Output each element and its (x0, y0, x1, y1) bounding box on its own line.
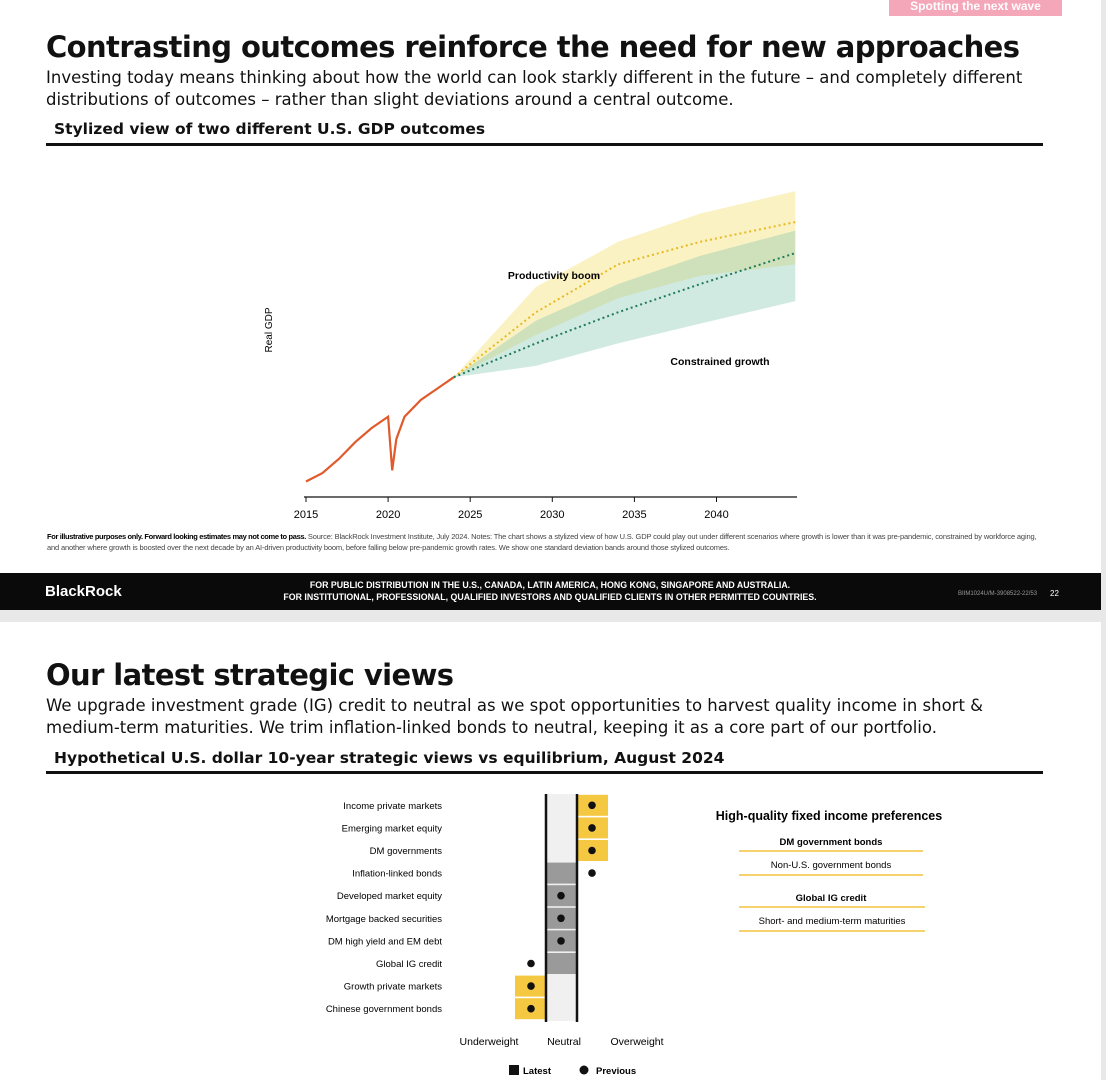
subtitle-line: Investing today means thinking about how the world can look starkly different in the future – and completely different (46, 68, 1023, 87)
previous-view-marker (527, 982, 535, 990)
document-code: BIIM1024U/M-3908522-22/53 (958, 591, 1038, 597)
category-label: DM high yield and EM debt (327, 936, 442, 948)
subtitle-line: medium-term maturities. We trim inflation-linked bonds to neutral, keeping it as a core part of our portfolio. (46, 718, 937, 737)
distribution-line: FOR INSTITUTIONAL, PROFESSIONAL, QUALIFIED INVESTORS AND QUALIFIED CLIENTS IN OTHER PERMITTED COUNTRIES. (283, 592, 817, 602)
legend-latest-label: Latest (523, 1066, 551, 1077)
blackrock-logo: BlackRock (45, 583, 122, 600)
previous-view-marker (557, 915, 565, 923)
strategic-views-chart (0, 622, 1101, 1080)
chart-notes (47, 531, 1047, 553)
section-title: Hypothetical U.S. dollar 10-year strategic views vs equilibrium, August 2024 (54, 749, 725, 767)
page-title: Our latest strategic views (46, 658, 454, 692)
axis-label-neutral: Neutral (547, 1036, 581, 1048)
latest-view-bar (546, 953, 577, 974)
category-label: Emerging market equity (341, 823, 442, 835)
legend-latest-swatch (509, 1065, 519, 1075)
subtitle-line: We upgrade investment grade (IG) credit to neutral as we spot opportunities to harvest quality income in short & (46, 696, 984, 715)
previous-view-marker (588, 802, 596, 810)
y-axis-label: Real GDP (264, 307, 275, 353)
preference-heading: DM government bonds (779, 837, 883, 848)
previous-view-marker (588, 824, 596, 832)
category-label: Mortgage backed securities (325, 913, 442, 925)
neutral-zone (546, 794, 577, 1021)
category-label: Developed market equity (336, 891, 442, 903)
category-label: Global IG credit (376, 959, 442, 970)
x-tick-label: 2015 (293, 509, 319, 521)
previous-view-marker (527, 1005, 535, 1013)
annotation-constrained-growth: Constrained growth (670, 356, 770, 368)
preference-heading: Global IG credit (795, 893, 867, 904)
subtitle-line: distributions of outcomes – rather than slight deviations around a central outcome. (46, 90, 734, 109)
footer-bar (0, 573, 1101, 610)
preferences-title: High-quality fixed income preferences (715, 809, 943, 823)
x-axis-ticks (294, 497, 729, 521)
note-disclaimer: For illustrative purposes only. Forward looking estimates may not come to pass. (47, 532, 306, 541)
x-tick-label: 2040 (704, 509, 729, 521)
legend-previous-label: Previous (596, 1066, 637, 1077)
page-title: Contrasting outcomes reinforce the need for new approaches (46, 30, 1020, 64)
legend-previous-marker (580, 1066, 589, 1075)
annotation-productivity-boom: Productivity boom (507, 270, 601, 282)
axis-label-underweight: Underweight (459, 1036, 519, 1048)
section-badge: Spotting the next wave (889, 0, 1062, 16)
previous-view-marker (588, 847, 596, 855)
category-label: Inflation-linked bonds (352, 868, 442, 880)
preference-item: Non-U.S. government bonds (770, 860, 892, 871)
previous-view-marker (527, 960, 535, 968)
gdp-chart (0, 0, 1101, 530)
page-number: 22 (1050, 589, 1059, 598)
latest-view-bar (546, 863, 577, 884)
previous-view-marker (557, 892, 565, 900)
x-tick-label: 2020 (375, 509, 401, 521)
previous-view-marker (557, 937, 565, 945)
preference-item: Short- and medium-term maturities (758, 916, 906, 927)
distribution-line: FOR PUBLIC DISTRIBUTION IN THE U.S., CANADA, LATIN AMERICA, HONG KONG, SINGAPORE AND AUSTRALIA. (309, 580, 791, 590)
previous-view-marker (588, 869, 596, 877)
slide-strategic-views (0, 622, 1101, 1080)
fixed-income-preferences (716, 809, 942, 931)
axis-label-overweight: Overweight (610, 1036, 664, 1048)
note-source: Source: BlackRock Investment Institute, July 2024. Notes: The chart shows a stylized view of how U.S. GDP could play out under different scenarios where growth is lower than it was pre-pandemic, constrained by workforce aging, and another where growth is boosted over the next decade by an AI-driven productivity boom, before falling below pre-pandemic growth rates. We show one standard deviation bands around those stylized outcomes. (47, 532, 1037, 552)
x-tick-label: 2035 (622, 509, 647, 521)
category-label: Income private markets (343, 800, 442, 812)
historical-gdp-line (306, 377, 454, 481)
category-label: DM governments (369, 846, 442, 857)
x-tick-label: 2030 (540, 509, 565, 521)
category-label: Growth private markets (343, 981, 442, 993)
x-tick-label: 2025 (457, 509, 483, 521)
distribution-notice (230, 579, 870, 603)
section-title: Stylized view of two different U.S. GDP outcomes (54, 120, 486, 138)
category-label: Chinese government bonds (325, 1004, 442, 1016)
